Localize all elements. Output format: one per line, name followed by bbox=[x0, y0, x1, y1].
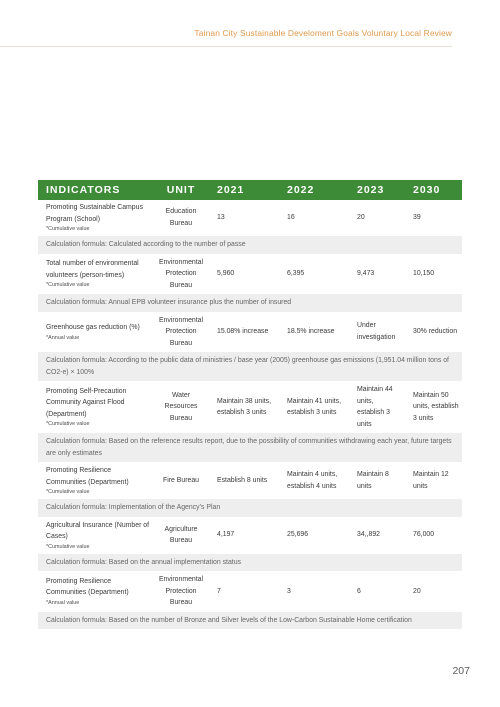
value-2023: 34,,892 bbox=[349, 517, 405, 553]
value-2021: 4,197 bbox=[209, 517, 279, 553]
unit-cell: Agriculture Bureau bbox=[153, 517, 209, 553]
formula-text: Calculation formula: Based on the annual implementation status bbox=[38, 553, 462, 572]
value-type-note: *Cumulative value bbox=[46, 489, 90, 495]
value-2023: Maintain 8 units bbox=[349, 463, 405, 499]
header-year-2021: 2021 bbox=[209, 180, 279, 200]
value-type-note: *Cumulative value bbox=[46, 421, 90, 428]
header-indicators: INDICATORS bbox=[38, 180, 153, 200]
table-row bbox=[38, 463, 462, 499]
table-row bbox=[38, 382, 462, 433]
value-type-note: *Cumulative value bbox=[46, 282, 90, 289]
value-2023: Maintain 44 units, establish 3 units bbox=[349, 382, 405, 433]
indicator-name: Promoting Self-Precaution Community Against Flood (Department) bbox=[46, 387, 127, 418]
table-row bbox=[38, 572, 462, 612]
formula-text: Calculation formula: Based on the number of Bronze and Silver levels of the Low-Carbon Sustainable Home certification bbox=[38, 611, 462, 630]
value-type-note: *Cumulative value bbox=[46, 543, 90, 550]
value-2030: 20 bbox=[405, 572, 462, 612]
unit-cell: Water Resources Bureau bbox=[153, 382, 209, 433]
header-unit: UNIT bbox=[153, 180, 209, 200]
formula-text: Calculation formula: Calculated according to the number of passe bbox=[38, 236, 462, 255]
value-2030: Maintain 50 units, establish 3 units bbox=[405, 382, 462, 433]
value-2022: Maintain 4 units, establish 4 units bbox=[279, 463, 349, 499]
formula-text: Calculation formula: Implementation of the Agency’s Plan bbox=[38, 499, 462, 518]
indicator-name: Agricultural Insurance (Number of Cases) bbox=[46, 521, 150, 540]
indicator-cell bbox=[38, 463, 153, 499]
unit-cell: Environmental Protection Bureau bbox=[153, 254, 209, 294]
value-2022: 6,395 bbox=[279, 254, 349, 294]
value-type-note: *Annual value bbox=[46, 599, 80, 606]
report-title: Tainan City Sustainable Develoment Goals Voluntary Local Review bbox=[194, 28, 452, 38]
value-2022: 25,696 bbox=[279, 517, 349, 553]
value-2022: 3 bbox=[279, 572, 349, 612]
table-row bbox=[38, 200, 462, 236]
value-2023: 6 bbox=[349, 572, 405, 612]
indicator-cell bbox=[38, 572, 153, 612]
page-number: 207 bbox=[452, 665, 470, 677]
formula-row bbox=[38, 553, 462, 572]
header-year-2022: 2022 bbox=[279, 180, 349, 200]
unit-cell: Education Bureau bbox=[153, 200, 209, 236]
formula-row bbox=[38, 433, 462, 463]
indicator-name: Greenhouse gas reduction (%) bbox=[46, 324, 140, 331]
indicators-table bbox=[38, 180, 462, 630]
value-2030: 39 bbox=[405, 200, 462, 236]
indicator-cell bbox=[38, 200, 153, 236]
header-divider bbox=[0, 46, 452, 47]
value-2021: Maintain 38 units, establish 3 units bbox=[209, 382, 279, 433]
indicator-cell bbox=[38, 382, 153, 433]
indicator-cell bbox=[38, 254, 153, 294]
header-year-2023: 2023 bbox=[349, 180, 405, 200]
value-2023: 9,473 bbox=[349, 254, 405, 294]
formula-row bbox=[38, 499, 462, 518]
value-2022: 16 bbox=[279, 200, 349, 236]
indicator-cell bbox=[38, 312, 153, 352]
value-2030: 76,000 bbox=[405, 517, 462, 553]
indicator-name: Promoting Resilience Communities (Department) bbox=[46, 467, 129, 486]
table-row bbox=[38, 254, 462, 294]
value-2022: Maintain 41 units, establish 3 units bbox=[279, 382, 349, 433]
formula-row bbox=[38, 294, 462, 313]
formula-row bbox=[38, 611, 462, 630]
value-2023: Under investigation bbox=[349, 312, 405, 352]
value-type-note: *Cumulative value bbox=[46, 226, 90, 232]
value-2021: 7 bbox=[209, 572, 279, 612]
unit-cell: Fire Bureau bbox=[153, 463, 209, 499]
indicator-name: Promoting Resilience Communities (Department) bbox=[46, 577, 129, 597]
formula-text: Calculation formula: According to the public data of ministries / base year (2005) greenhouse gas emissions (1,951.04 million tons of CO2-e) × 100% bbox=[38, 352, 462, 382]
value-2021: 15.08% increase bbox=[209, 312, 279, 352]
formula-text: Calculation formula: Based on the reference results report, due to the possibility of communities withdrawing each year, future targets are only estimates bbox=[38, 433, 462, 463]
unit-cell: Environmental Protection Bureau bbox=[153, 312, 209, 352]
table-row bbox=[38, 312, 462, 352]
value-2030: Maintain 12 units bbox=[405, 463, 462, 499]
value-2021: 13 bbox=[209, 200, 279, 236]
formula-text: Calculation formula: Annual EPB volunteer insurance plus the number of insured bbox=[38, 294, 462, 313]
value-type-note: *Annual value bbox=[46, 334, 80, 341]
value-2022: 18.5% increase bbox=[279, 312, 349, 352]
unit-cell: Environmental Protection Bureau bbox=[153, 572, 209, 612]
table-header-row bbox=[38, 180, 462, 200]
value-2021: 5,960 bbox=[209, 254, 279, 294]
indicator-name: Total number of environmental volunteers (person-times) bbox=[46, 260, 139, 279]
indicator-cell bbox=[38, 517, 153, 553]
formula-row bbox=[38, 236, 462, 255]
header-year-2030: 2030 bbox=[405, 180, 462, 200]
value-2030: 10,150 bbox=[405, 254, 462, 294]
value-2023: 20 bbox=[349, 200, 405, 236]
formula-row bbox=[38, 352, 462, 382]
table-row bbox=[38, 517, 462, 553]
value-2030: 30% reduction bbox=[405, 312, 462, 352]
value-2021: Establish 8 units bbox=[209, 463, 279, 499]
indicator-name: Promoting Sustainable Campus Program (School) bbox=[46, 204, 143, 223]
